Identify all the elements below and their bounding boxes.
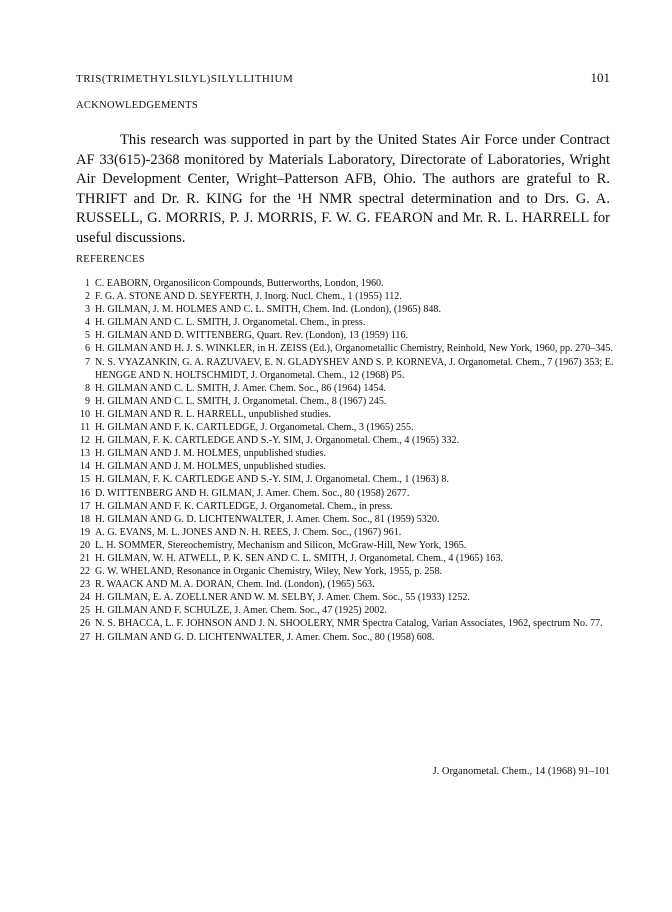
reference-number: 2: [84, 291, 90, 303]
reference-item: [76, 342, 616, 355]
reference-item: [76, 356, 616, 382]
reference-text: H. GILMAN, F. K. CARTLEDGE AND S.-Y. SIM, J. Organometal. Chem., 4 (1965) 332.: [95, 435, 460, 447]
reference-item: [76, 578, 616, 591]
reference-number: 14: [79, 461, 90, 473]
reference-number: 21: [79, 552, 90, 564]
reference-item: [76, 382, 616, 395]
reference-item: [76, 290, 616, 303]
reference-item: [76, 277, 616, 290]
reference-number: 27: [79, 631, 90, 643]
reference-item: [76, 591, 616, 604]
running-head: [76, 70, 610, 86]
reference-number: 17: [79, 500, 90, 512]
reference-item: [76, 487, 616, 500]
reference-text: H. GILMAN AND C. L. SMITH, J. Amer. Chem. Soc., 86 (1964) 1454.: [95, 382, 387, 394]
reference-number: 3: [84, 304, 90, 316]
reference-item: [76, 460, 616, 473]
reference-number: 24: [79, 592, 90, 604]
reference-item: [76, 447, 616, 460]
running-title: TRIS(TRIMETHYLSILYL)SILYLLITHIUM: [76, 73, 294, 85]
reference-item: [76, 500, 616, 513]
references-list: [76, 277, 616, 644]
reference-item: [76, 329, 616, 342]
reference-number: 5: [84, 330, 90, 342]
reference-number: 7: [84, 356, 90, 368]
reference-item: [76, 617, 616, 630]
reference-text: A. G. EVANS, M. L. JONES AND N. H. REES, J. Chem. Soc., (1967) 961.: [95, 526, 402, 538]
reference-number: 11: [80, 422, 90, 434]
reference-number: 15: [79, 474, 90, 486]
reference-number: 12: [79, 435, 90, 447]
reference-text: H. GILMAN AND F. K. CARTLEDGE, J. Organometal. Chem., 3 (1965) 255.: [95, 422, 414, 434]
reference-text: H. GILMAN AND G. D. LICHTENWALTER, J. Amer. Chem. Soc., 81 (1959) 5320.: [95, 513, 440, 525]
reference-number: 9: [84, 395, 90, 407]
acknowledgements-paragraph: This research was supported in part by the United States Air Force under Contract AF 33(615)-2368 monitored by Materials Laboratory, Directorate of Laboratories, Wright Air Development Center, Wright–Patterson AFB, Ohio. The authors are grateful to R. THRIFT and Dr. R. KING for the ¹H NMR spectral determination and to Drs. G. A. RUSSELL, G. MORRIS, P. J. MORRIS, F. W. G. FEARON and Mr. R. L. HARRELL for useful discussions.: [76, 132, 610, 246]
reference-item: [76, 316, 616, 329]
reference-item: [76, 303, 616, 316]
reference-text: H. GILMAN, J. M. HOLMES AND C. L. SMITH, Chem. Ind. (London), (1965) 848.: [95, 304, 441, 316]
reference-text: H. GILMAN AND F. K. CARTLEDGE, J. Organometal. Chem., in press.: [95, 500, 393, 512]
reference-number: 13: [79, 448, 90, 460]
reference-item: [76, 513, 616, 526]
reference-text: H. GILMAN AND G. D. LICHTENWALTER, J. Amer. Chem. Soc., 80 (1958) 608.: [95, 631, 435, 643]
reference-number: 8: [84, 382, 90, 394]
reference-text: H. GILMAN AND C. L. SMITH, J. Organometal. Chem., in press.: [95, 317, 366, 329]
reference-item: [76, 539, 616, 552]
reference-item: [76, 421, 616, 434]
reference-text: H. GILMAN, W. H. ATWELL, P. K. SEN AND C. L. SMITH, J. Organometal. Chem., 4 (1965) 163.: [95, 552, 504, 564]
reference-text: N. S. VYAZANKIN, G. A. RAZUVAEV, E. N. GLADYSHEV AND S. P. KORNEVA, J. Organometal. Chem., 7 (1967) 353; E. HENGGE AND N. HOLTSCHMIDT, J. Organometal. Chem., 12 (1968) P5.: [95, 356, 614, 381]
reference-item: [76, 631, 616, 644]
reference-text: H. GILMAN AND F. SCHULZE, J. Amer. Chem. Soc., 47 (1925) 2002.: [95, 605, 387, 617]
reference-number: 22: [79, 566, 90, 578]
reference-item: [76, 552, 616, 565]
reference-text: H. GILMAN AND C. L. SMITH, J. Organometal. Chem., 8 (1967) 245.: [95, 395, 387, 407]
reference-text: R. WAACK AND M. A. DORAN, Chem. Ind. (London), (1965) 563.: [95, 579, 375, 591]
references-heading: REFERENCES: [76, 254, 145, 265]
reference-number: 23: [79, 579, 90, 591]
reference-text: D. WITTENBERG AND H. GILMAN, J. Amer. Chem. Soc., 80 (1958) 2677.: [95, 487, 410, 499]
reference-text: H. GILMAN, F. K. CARTLEDGE AND S.-Y. SIM, J. Organometal. Chem., 1 (1963) 8.: [95, 474, 450, 486]
reference-item: [76, 565, 616, 578]
reference-number: 20: [79, 539, 90, 551]
reference-number: 16: [79, 487, 90, 499]
reference-text: H. GILMAN AND J. M. HOLMES, unpublished studies.: [95, 448, 327, 460]
reference-text: G. W. WHELAND, Resonance in Organic Chemistry, Wiley, New York, 1955, p. 258.: [95, 566, 443, 578]
reference-number: 1: [84, 278, 90, 289]
page-number: 101: [590, 70, 610, 85]
reference-item: [76, 434, 616, 447]
reference-text: H. GILMAN AND H. J. S. WINKLER, in H. ZEISS (Ed.), Organometallic Chemistry, Reinhold, New York, 1960, pp. 270–345.: [95, 343, 613, 355]
reference-item: [76, 408, 616, 421]
journal-footer: J. Organometal. Chem., 14 (1968) 91–101: [432, 766, 610, 777]
acknowledgements-heading: ACKNOWLEDGEMENTS: [76, 100, 199, 111]
reference-number: 10: [79, 408, 90, 420]
reference-number: 19: [79, 526, 90, 538]
reference-text: C. EABORN, Organosilicon Compounds, Butterworths, London, 1960.: [95, 278, 384, 289]
acknowledgements-body: [76, 131, 610, 249]
reference-number: 4: [84, 317, 90, 329]
reference-text: N. S. BHACCA, L. F. JOHNSON AND J. N. SHOOLERY, NMR Spectra Catalog, Varian Associates, 1962, spectrum No. 77.: [95, 618, 603, 630]
reference-item: [76, 604, 616, 617]
reference-item: [76, 395, 616, 408]
reference-number: 6: [84, 343, 90, 355]
reference-text: F. G. A. STONE AND D. SEYFERTH, J. Inorg. Nucl. Chem., 1 (1955) 112.: [95, 291, 402, 303]
reference-number: 18: [79, 513, 90, 525]
reference-text: L. H. SOMMER, Stereochemistry, Mechanism and Silicon, McGraw-Hill, New York, 1965.: [95, 539, 467, 551]
reference-item: [76, 473, 616, 486]
reference-text: H. GILMAN AND J. M. HOLMES, unpublished studies.: [95, 461, 327, 473]
reference-item: [76, 526, 616, 539]
reference-number: 26: [79, 618, 90, 630]
reference-text: H. GILMAN AND D. WITTENBERG, Quart. Rev. (London), 13 (1959) 116.: [95, 330, 409, 342]
reference-text: H. GILMAN AND R. L. HARRELL, unpublished studies.: [95, 408, 332, 420]
reference-text: H. GILMAN, E. A. ZOELLNER AND W. M. SELBY, J. Amer. Chem. Soc., 55 (1933) 1252.: [95, 592, 470, 604]
reference-number: 25: [79, 605, 90, 617]
